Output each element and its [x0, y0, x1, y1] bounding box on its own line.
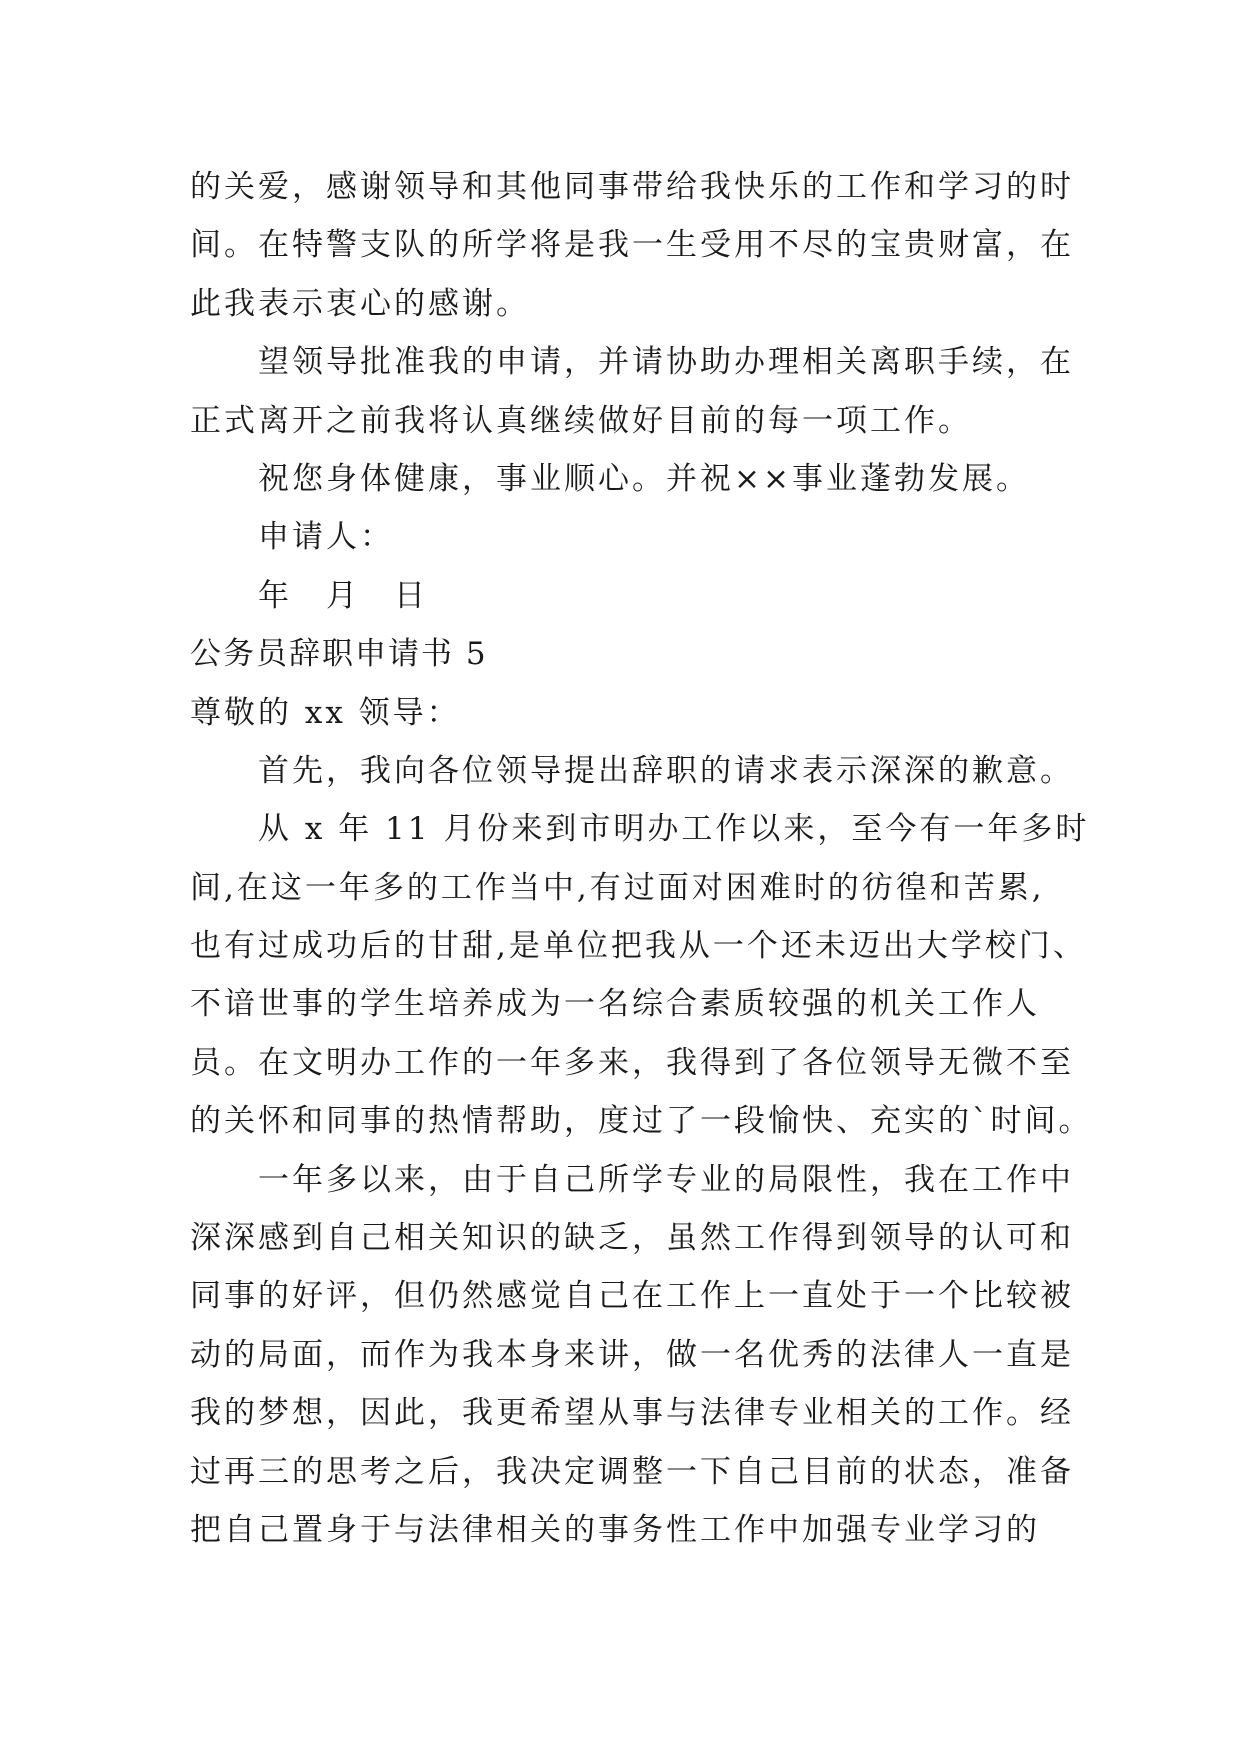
text-line: 深深感到自己相关知识的缺乏，虽然工作得到领导的认可和: [190, 1220, 1074, 1257]
text-line: 的关怀和同事的热情帮助，度过了一段愉快、充实的`时间。: [190, 1103, 1093, 1140]
text-line: 从 x 年 11 月份来到市明办工作以来，至今有一年多时: [258, 811, 1090, 848]
document-body: [190, 158, 1093, 1559]
text-line: 间,在这一年多的工作当中,有过面对困难时的彷徨和苦累,: [190, 869, 1045, 906]
text-line: 我的梦想，因此，我更希望从事与法律专业相关的工作。经: [190, 1395, 1074, 1432]
text-line: 员。在文明办工作的一年多来，我得到了各位领导无微不至: [190, 1044, 1074, 1081]
salutation: 尊敬的 xx 领导：: [190, 694, 461, 731]
text-line: 祝您身体健康，事业顺心。并祝××事业蓬勃发展。: [258, 460, 1030, 497]
text-line: 一年多以来，由于自己所学专业的局限性，我在工作中: [258, 1161, 1074, 1198]
text-line: 望领导批准我的申请，并请协助办理相关离职手续，在: [258, 344, 1074, 381]
signature-date-label: 年 月 日: [258, 577, 428, 614]
text-line: 间。在特警支队的所学将是我一生受用不尽的宝贵财富，在: [190, 227, 1074, 264]
text-line: 此我表示衷心的感谢。: [190, 285, 530, 322]
text-line: 动的局面，而作为我本身来讲，做一名优秀的法律人一直是: [190, 1336, 1074, 1373]
text-line: 过再三的思考之后，我决定调整一下自己目前的状态，准备: [190, 1453, 1074, 1490]
text-line: 正式离开之前我将认真继续做好目前的每一项工作。: [190, 402, 972, 439]
text-line: 的关爱，感谢领导和其他同事带给我快乐的工作和学习的时: [190, 169, 1074, 205]
text-line: 也有过成功后的甘甜,是单位把我从一个还未迈出大学校门、: [190, 928, 1087, 965]
signature-applicant-label: 申请人：: [258, 519, 394, 556]
text-line: 不谙世事的学生培养成为一名综合素质较强的机关工作人: [190, 986, 1040, 1023]
text-line: 首先，我向各位领导提出辞职的请求表示深深的歉意。: [258, 752, 1074, 789]
text-line: 把自己置身于与法律相关的事务性工作中加强专业学习的: [190, 1511, 1040, 1548]
text-line: 同事的好评，但仍然感觉自己在工作上一直处于一个比较被: [190, 1278, 1074, 1315]
section-heading: 公务员辞职申请书 5: [190, 636, 488, 673]
